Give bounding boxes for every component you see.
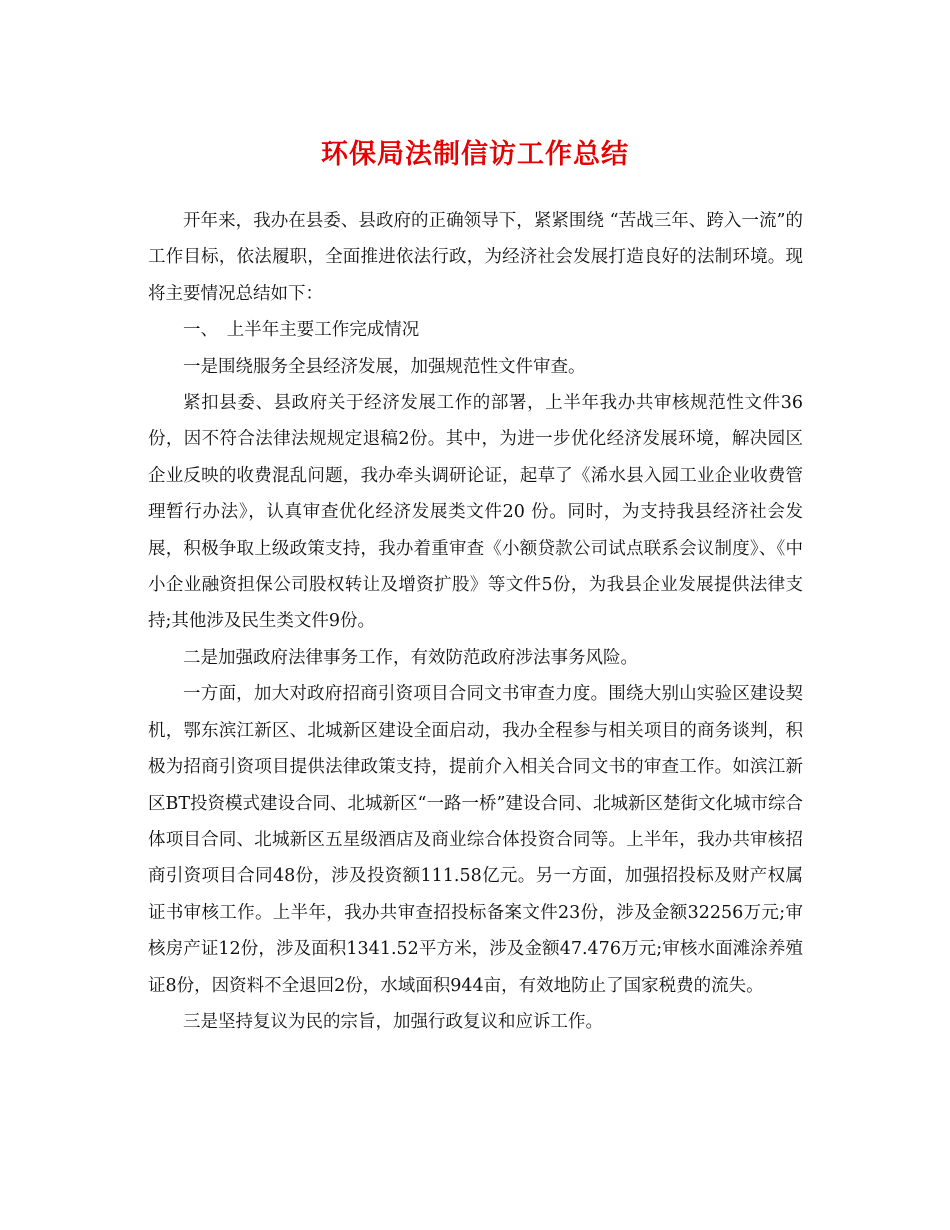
- section-heading-1: 一、 上半年主要工作完成情况: [183, 320, 420, 341]
- subheading-1: 一是围绕服务全县经济发展，加强规范性文件审查。: [183, 356, 586, 377]
- subheading-2: 二是加强政府法律事务工作，有效防范政府涉法事务风险。: [183, 647, 638, 668]
- document-body: [148, 203, 803, 1040]
- paragraph-1: 紧扣县委、县政府关于经济发展工作的部署，上半年我办共审核规范性文件36份，因不符合法律法规规定退稿2份。其中，为进一步优化经济发展环境，解决园区企业反映的收费混乱问题，我办牵头调研论证，起草了《浠水县入园工业企业收费管理暂行办法》，认真审查优化经济发展类文件20 份。同时，为支持我县经济社会发展，积极争取上级政策支持，我办着重审查《小额贷款公司试点联系会议制度》、《中小企业融资担保公司股权转让及增资扩股》等文件5份，为我县企业发展提供法律支持;其他涉及民生类文件9份。: [148, 393, 803, 632]
- page-title: 环保局法制信访工作总结: [321, 139, 629, 170]
- paragraph-intro: 开年来，我办在县委、县政府的正确领导下，紧紧围绕 “苦战三年、跨入一流”的工作目标，依法履职，全面推进依法行政，为经济社会发展打造良好的法制环境。现将主要情况总结如下：: [148, 211, 803, 304]
- paragraph-2: 一方面，加大对政府招商引资项目合同文书审查力度。围绕大别山实验区建设契机，鄂东滨江新区、北城新区建设全面启动，我办全程参与相关项目的商务谈判，积极为招商引资项目提供法律政策支持，提前介入相关合同文书的审查工作。如滨江新区BT投资模式建设合同、北城新区“一路一桥”建设合同、北城新区楚街文化城市综合体项目合同、北城新区五星级酒店及商业综合体投资合同等。上半年，我办共审核招商引资项目合同48份，涉及投资额111.58亿元。另一方面，加强招投标及财产权属证书审核工作。上半年，我办共审查招投标备案文件23份，涉及金额32256万元;审核房产证12份，涉及面积1341.52平方米，涉及金额47.476万元;审核水面滩涂养殖证8份，因资料不全退回2份，水域面积944亩，有效地防止了国家税费的流失。: [148, 684, 803, 996]
- subheading-3: 三是坚持复议为民的宗旨，加强行政复议和应诉工作。: [183, 1011, 603, 1032]
